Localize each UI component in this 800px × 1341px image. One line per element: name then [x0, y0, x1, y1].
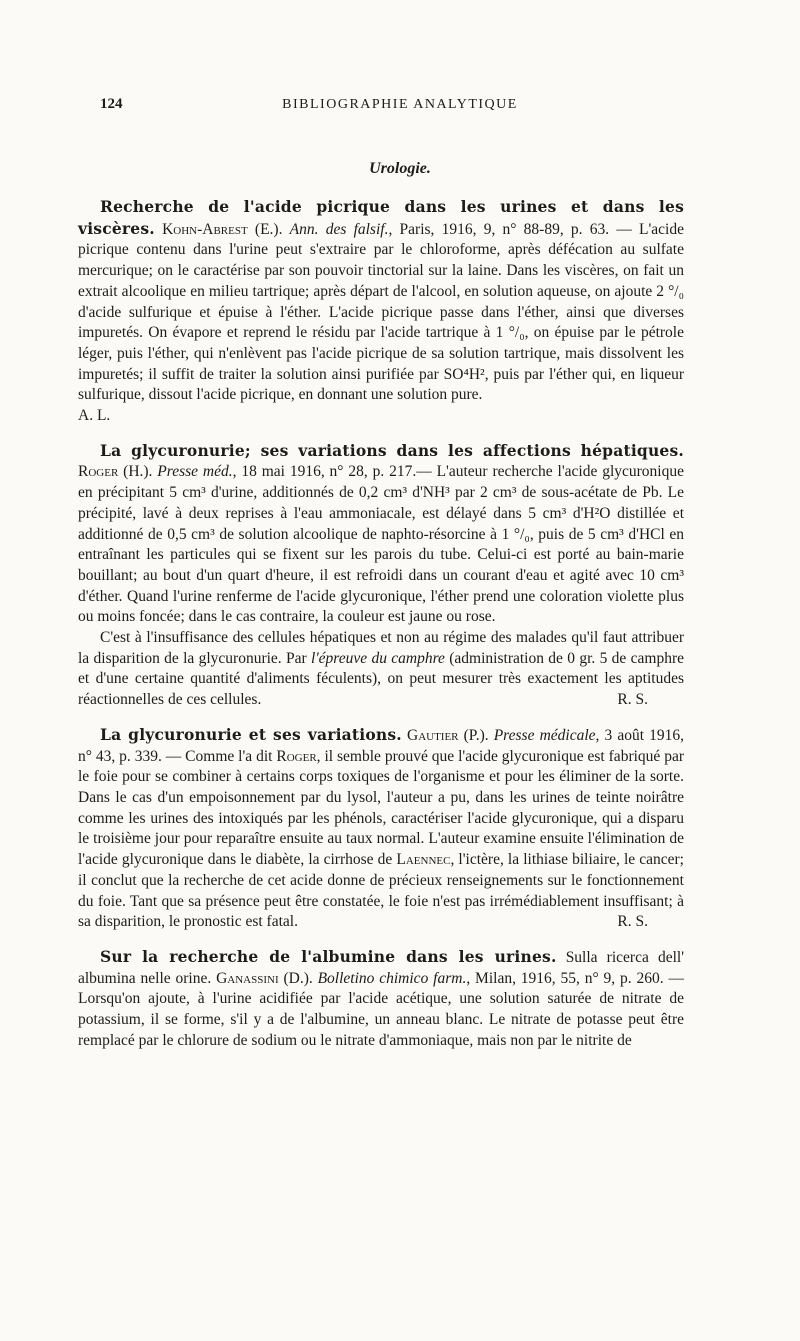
- citation: , Milan, 1916, 55, n° 9, p. 260. —: [466, 969, 684, 987]
- running-title: BIBLIOGRAPHIE ANALYTIQUE: [282, 97, 518, 112]
- author-name: Roger: [78, 463, 119, 481]
- abstract-paragraph: [78, 197, 684, 406]
- abstract-entry: [78, 441, 684, 711]
- signature: R. S.: [617, 913, 648, 931]
- author-name: Gautier: [407, 726, 459, 744]
- author-initials: (P.).: [458, 726, 494, 744]
- page-number: 124: [100, 96, 123, 112]
- author-initials: (E.).: [247, 220, 290, 238]
- abstract-body: L'acide picrique contenu dans l'urine peut s'extraire par le chloroforme, après défécation au sulfate mercurique; on le caractérise par son pouvoir tinctorial sur la laine. Dans les viscères, on fait un extrait alcoolique en milieu tartrique; après départ de l'alcool, en solution aqueuse, on ajoute 2 °/₀ d'acide sulfurique et épuise à l'éther. L'acide picrique passe dans l'éther, ainsi que diverses impuretés. On évapore et reprend le résidu par l'acide tartrique à 1 °/₀, on épuise par le pétrole léger, puis l'éther, qui n'enlèvent pas l'acide picrique de sa solution tartrique, mais dissolvent les impuretés; il suffit de traiter la solution ainsi purifiée par SO⁴H², puis par l'éther qui, en liqueur sulfurique, dissout l'acide picrique, en donnant une solution pure.: [78, 220, 684, 404]
- article-column: [78, 197, 684, 1051]
- abstract-entry: [78, 725, 684, 933]
- abstract-body: C'est à l'insuffisance des cellules hépatiques et non au régime des malades qu'il faut attribuer la disparition de la glycuronurie. Par: [78, 629, 684, 667]
- emphasis: l'épreuve du camphre: [311, 649, 445, 667]
- abstract-paragraph: [78, 441, 684, 628]
- abstract-title: Sur la recherche de l'albumine dans les urines.: [100, 946, 557, 966]
- journal-name: Presse méd.: [157, 463, 233, 481]
- author-initials: (D.).: [278, 969, 318, 987]
- abstract-title: La glycuronurie et ses variations.: [100, 724, 402, 744]
- abstract-entry: [78, 947, 684, 1052]
- abstract-title: Recherche de l'acide picrique dans les urines et dans les viscères.: [78, 197, 684, 238]
- abstract-body: Lorsqu'on ajoute, à l'urine acidifiée par l'acide acétique, une solution saturée de nitrate de potassium, il se forme, s'il y a de l'albumine, un anneau blanc. Le nitrate de potasse peut être remplacé par le chlorure de sodium ou le nitrate d'ammoniaque, mais non par le nitrite de: [78, 990, 684, 1049]
- author-initials: (H.).: [118, 463, 158, 481]
- abstract-title: La glycuronurie; ses variations dans les affections hépatiques.: [100, 440, 684, 460]
- citation: , 18 mai 1916, n° 28, p. 217.—: [232, 463, 437, 481]
- cited-author: Laennec: [396, 851, 451, 869]
- citation: , 3 août 1916, n° 43, p. 339. — Comme l'a dit: [78, 726, 684, 765]
- section-title: Urologie.: [369, 160, 431, 177]
- abstract-body: , l'ictère, la lithiase biliaire, le cancer; il conclut que la recherche de cet acide donne de précieux renseignements sur le fonctionnement du foie. Tant que sa présence peut être constatée, le foie n'est pas irrémédiablement insuffisant; à sa disparition, le pronostic est fatal.: [78, 851, 684, 931]
- citation: , Paris, 1916, 9, n° 88-89, p. 63. —: [388, 220, 640, 238]
- abstract-paragraph: [78, 628, 684, 711]
- journal-name: Presse médicale: [493, 726, 596, 744]
- abstract-body: L'auteur recherche l'acide glycuronique en précipitant 5 cm³ d'urine, additionnés de 0,2 cm³ d'NH³ par 2 cm³ de sous-acétate de Pb. Le précipité, lavé à deux reprises à l'eau ammoniacale, est délayé dans 5 cm³ d'H²O distillée et additionné de 0,5 cm³ de solution alcoolique de naphto-résorcine à 1 °/₀, puis de 5 cm³ d'HCl en entraînant les particules qui se fixent sur les parois du tube. Celui-ci est porté au bain-marie bouillant; au bout d'un quart d'heure, il est refroidi dans un courant d'eau et agité avec 10 cm³ d'éther. Quand l'urine renferme de l'acide glycuronique, l'éther prend une coloration violette plus ou moins foncée; dans le cas contraire, la couleur est jaune ou rose.: [78, 463, 684, 626]
- cited-author: Roger: [276, 747, 317, 765]
- signature: A. L.: [78, 407, 111, 425]
- abstract-paragraph: [78, 725, 684, 933]
- journal-name: Bolletino chimico farm.: [317, 969, 467, 987]
- abstract-entry: [78, 197, 684, 427]
- abstract-body: (administration de 0 gr. 5 de camphre et d'une certaine quantité d'aliments féculents), on peut mesurer très exactement les aptitudes réactionnelles de ces cellules.: [78, 649, 684, 709]
- author-name: Ganassini: [216, 969, 279, 987]
- abstract-paragraph: [78, 947, 684, 1052]
- author-name: Kohn-Abrest: [162, 220, 248, 238]
- page-header: [0, 96, 800, 122]
- abstract-body: , il semble prouvé que l'acide glycuronique est fabriqué par le foie pour se combiner à certains corps toxiques de l'organisme et pour les éliminer de la sorte. Dans le cas d'un empoisonnement par du lysol, l'auteur a pu, dans les urines de teinte noirâtre comme les urines des intoxiqués par les phénols, caractériser l'acide glycuronique, qui a disparu le troisième jour pour reparaître ensuite au taux normal. L'auteur examine ensuite l'élimination de l'acide glycuronique dans le diabète, la cirrhose de: [78, 747, 684, 869]
- journal-name: Ann. des falsif.: [289, 220, 389, 238]
- italian-title: Sulla ricerca dell' albumina nelle orine.: [78, 948, 684, 987]
- signature: R. S.: [617, 691, 648, 709]
